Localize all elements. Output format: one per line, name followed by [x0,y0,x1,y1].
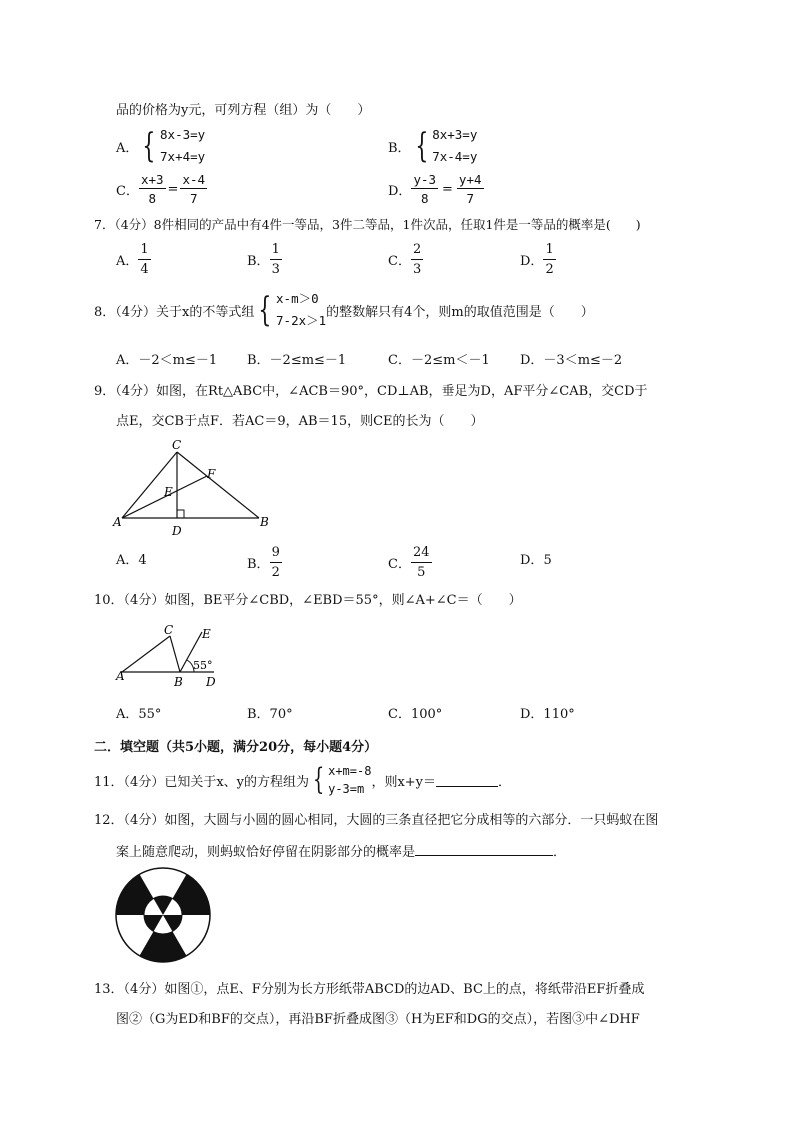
label-f: F [207,467,216,481]
q7-option-c: C． $\frac{2}{3}$ [388,242,422,277]
q10-option-a: A．55° [116,707,162,722]
q13-line2: 图②（G为ED和BF的交点），再沿BF折叠成图③（H为EF和DG的交点），若图③中∠DHF [116,1012,640,1027]
q9-line2: 点E，交CB于点F．若AC＝9，AB＝15，则CE的长为（ ） [116,414,484,429]
q7-option-d: D． $\frac{1}{2}$ [520,242,554,277]
label-c: C [164,623,174,637]
q9-line1: 9．（4分）如图，在Rt△ABC中，∠ACB＝90°，CD⊥AB，垂足为D，AF平分∠CAB，交CD于 [94,384,648,399]
q10-option-d: D．110° [520,707,575,722]
segment-cb [170,636,180,672]
q6-option-b: B． { 8x+3=y 7x-4=y [388,126,478,166]
q9-option-b: B． $\frac{9}{2}$ [247,545,280,580]
label-e: E [202,627,211,641]
q9-option-c: C． $\frac{24}{5}$ [388,545,430,580]
q6-option-c: C． $\frac{x+3}{8}$ = $\frac{x-4}{7}$ [116,172,206,206]
q12-line1: 12．（4分）如图，大圆与小圆的圆心相同，大圆的三条直径把它分成相等的六部分．一只蚂蚁在图 [94,813,659,828]
q10-stem: 10．（4分）如图，BE平分∠CBD，∠EBD＝55°，则∠A+∠C＝（ ） [94,593,522,608]
brace-icon: { [258,290,272,330]
segment-ac [122,636,170,672]
label-d: D [206,675,216,689]
q8-option-d: D．－3＜m≤－2 [520,353,623,368]
q11-answer-blank[interactable] [436,774,498,787]
label-a: A [113,515,122,529]
q7-option-b: B． $\frac{1}{3}$ [247,242,280,277]
q12-line2: 案上随意爬动，则蚂蚁恰好停留在阴影部分的概率是 ． [116,845,567,860]
q6-option-d: D． $\frac{y-3}{8}$ = $\frac{y+4}{7}$ [388,172,482,206]
q7-option-a: A． $\frac{1}{4}$ [116,242,149,277]
q8-stem: 8．（4分）关于x的不等式组 { x-m＞0 7-2x＞1 的整数解只有4个，则m的取值范围是（ ） [94,290,594,330]
q9-option-d: D．5 [520,553,552,568]
q7-stem: 7．（4分）8件相同的产品中有4件一等品，3件二等品，1件次品，任取1件是一等品的概率是( ) [94,217,641,232]
q8-option-a: A．－2＜m≤－1 [116,353,218,368]
q10-option-c: C．100° [388,707,443,722]
brace-icon: { [312,762,325,797]
angle-label: 55° [193,659,213,672]
q10-option-b: B．70° [247,707,293,722]
q11-stem: 11．（4分）已知关于x、y的方程组为 { x+m=-8 y-3=m ，则x+y＝ ． [94,762,512,797]
q10-angle-figure [110,620,230,692]
brace-icon: { [142,126,156,166]
q13-line1: 13．（4分）如图①，点E、F分别为长方形纸带ABCD的边AD、BC上的点，将纸带沿EF折叠成 [94,982,645,997]
label-c: C [172,438,182,452]
q9-option-a: A．4 [116,553,147,568]
q12-answer-blank[interactable] [415,843,553,856]
section-heading-fill-in: 二．填空题（共5小题，满分20分，每小题4分） [94,740,378,755]
q9-triangle-figure [108,438,278,542]
q12-circle-figure [114,866,212,964]
label-b: B [260,515,269,529]
label-d: D [172,524,182,538]
brace-icon: { [414,126,428,166]
label-b: B [174,675,183,689]
q8-option-b: B．－2≤m≤－1 [247,353,347,368]
q6-option-a: A． { 8x-3=y 7x+4=y [116,126,206,166]
label-e: E [164,485,173,499]
label-a: A [116,669,125,683]
q6-stem-tail: 品的价格为y元，可列方程（组）为（ ） [116,103,371,118]
q8-option-c: C．－2≤m＜－1 [388,353,490,368]
right-angle-mark [177,510,184,518]
